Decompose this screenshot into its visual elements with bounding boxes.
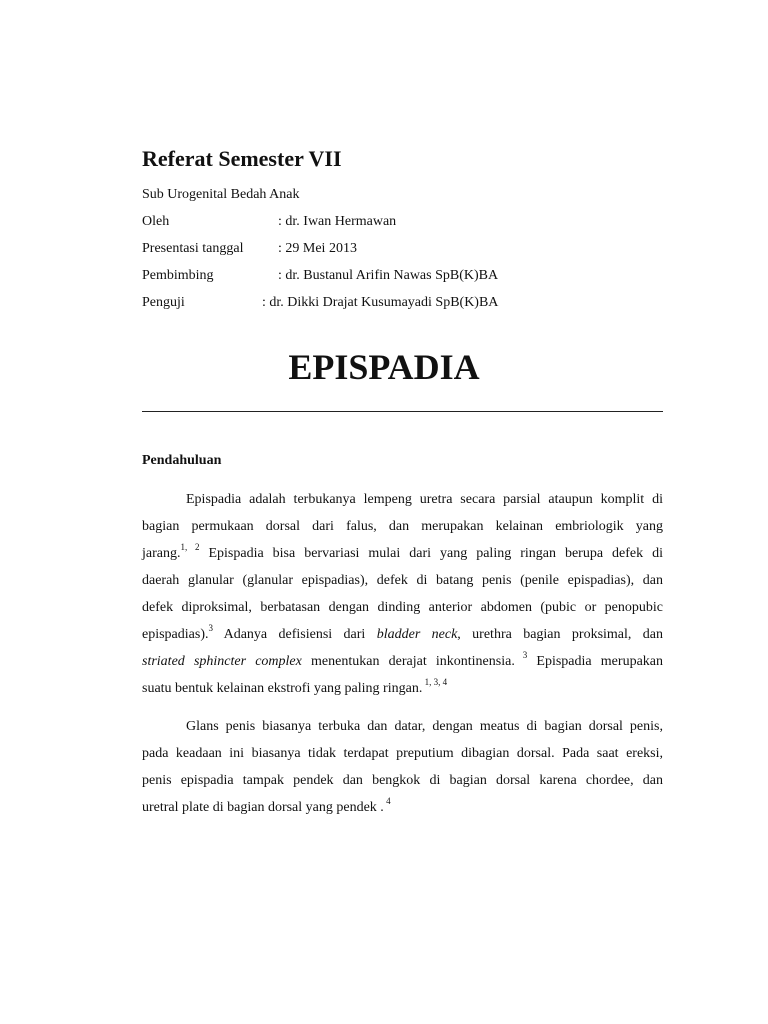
meta-value-oleh: : dr. Iwan Hermawan: [278, 214, 397, 229]
paragraph-line: [142, 796, 663, 816]
document-title: EPISPADIA: [288, 347, 480, 387]
text-run: uretral plate di bagian dorsal yang pendek .: [142, 800, 384, 815]
citation-superscript: 4: [383, 796, 391, 806]
report-title: Referat Semester VII: [142, 146, 342, 171]
paragraph-line: [142, 542, 663, 562]
report-subtitle: Sub Urogenital Bedah Anak: [142, 187, 300, 202]
text-run: Adanya defisiensi dari: [212, 627, 377, 642]
citation-superscript: 1, 3, 4: [422, 677, 448, 687]
meta-label-pembimbing: Pembimbing: [142, 268, 214, 283]
text-run: Epispadia merupakan: [527, 654, 663, 669]
paragraph-line: pada keadaan ini biasanya tidak terdapat preputium dibagian dorsal. Pada saat ereksi,: [142, 746, 663, 761]
paragraph-line: [142, 677, 663, 697]
italic-term: striated sphincter complex: [142, 654, 302, 669]
meta-label-oleh: Oleh: [142, 214, 170, 229]
paragraph-line: defek diproksimal, berbatasan dengan dinding anterior abdomen (pubic or penopubic: [142, 600, 663, 615]
citation-superscript: 3: [208, 623, 213, 633]
title-divider: [142, 411, 663, 412]
paragraph-line: penis epispadia tampak pendek dan bengkok di bagian dorsal karena chordee, dan: [142, 773, 663, 788]
meta-value-penguji: : dr. Dikki Drajat Kusumayadi SpB(K)BA: [262, 295, 499, 310]
meta-label-presentasi: Presentasi tanggal: [142, 241, 244, 256]
text-run: suatu bentuk kelainan ekstrofi yang paling ringan.: [142, 681, 423, 696]
meta-label-penguji: Penguji: [142, 295, 185, 310]
meta-value-pembimbing: : dr. Bustanul Arifin Nawas SpB(K)BA: [278, 268, 499, 283]
text-run: menentukan derajat inkontinensia.: [301, 654, 515, 669]
paragraph-line: [142, 623, 663, 643]
paragraph-line: daerah glanular (glanular epispadias), defek di batang penis (penile epispadias), dan: [142, 573, 663, 588]
text-run: , urethra bagian proksimal, dan: [457, 627, 663, 642]
text-run: jarang.: [142, 546, 181, 561]
meta-value-presentasi: : 29 Mei 2013: [278, 241, 357, 256]
text-run: epispadias).: [142, 627, 209, 642]
citation-superscript: 3: [514, 650, 528, 660]
italic-term: bladder neck: [376, 627, 458, 642]
paragraph-line: [142, 650, 663, 670]
text-run: Epispadia bisa bervariasi mulai dari yang paling ringan berupa defek di: [199, 546, 663, 561]
citation-superscript: 1, 2: [180, 542, 200, 552]
paragraph-line: Glans penis biasanya terbuka dan datar, dengan meatus di bagian dorsal penis,: [186, 719, 663, 734]
section-heading: Pendahuluan: [142, 453, 222, 468]
paragraph-line: bagian permukaan dorsal dari falus, dan merupakan kelainan embriologik yang: [142, 519, 663, 534]
paragraph-line: Epispadia adalah terbukanya lempeng uretra secara parsial ataupun komplit di: [186, 492, 663, 507]
